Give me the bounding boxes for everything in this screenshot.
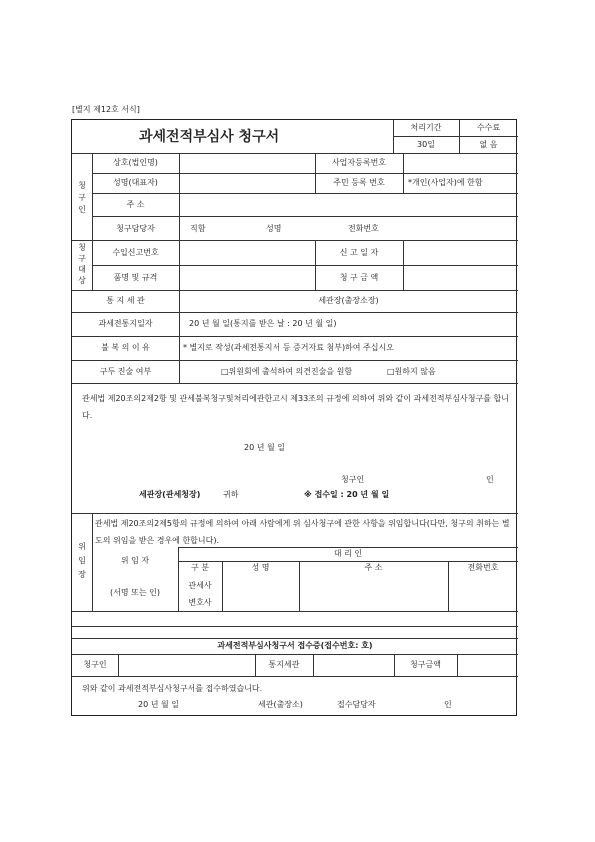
statement-claimant-label: 청구인: [341, 475, 365, 484]
addressee: 세관장(관세청장): [139, 490, 201, 499]
business-reg-label: 사업자등록번호: [331, 158, 387, 167]
receipt-confirm-text: 위와 같이 과세전적부심사청구서를 접수하였습니다.: [82, 684, 263, 693]
processing-period-label: 처리기간: [410, 123, 442, 132]
import-report-no-field[interactable]: [183, 244, 311, 261]
receipt-amount-label: 청구금액: [410, 660, 441, 669]
statement-seal-mark: 인: [486, 475, 494, 484]
claim-target-group-label: 청 구 대 상: [78, 243, 86, 285]
processing-period-value: 30일: [417, 140, 435, 149]
objection-reason-label: 불 복 의 이 유: [101, 343, 150, 352]
company-name-label: 상호(법인명): [113, 158, 158, 167]
objection-reason-value: * 별지로 작성(과세전통지서 등 증거자료 첨부)하여 주십시오: [183, 343, 394, 352]
col-name: 성 명: [251, 563, 270, 572]
report-date-field[interactable]: [407, 244, 515, 261]
business-reg-field[interactable]: [407, 157, 515, 171]
agent-header: 대 리 인: [333, 549, 363, 558]
review-request-form: [71, 119, 517, 716]
attachment-label: [별지 제12호 서식]: [72, 105, 140, 114]
person-name-label: 성명: [266, 224, 282, 233]
oral-option-no[interactable]: □원하지 않음: [387, 367, 436, 376]
phone-label: 전화번호: [348, 224, 379, 233]
report-date-label: 신 고 일 자: [339, 248, 379, 257]
type-option-customs-broker[interactable]: 관세사: [188, 581, 212, 590]
statement-text: 관세법 제20조의2제2항 및 관세불복청구및처리에관한고시 제33조의 규정에 의하여 위와 같이 과세전적부심사청구를 합니다.: [82, 394, 509, 420]
address-label: 주 소: [126, 200, 145, 209]
item-spec-label: 품명 및 규격: [113, 273, 158, 282]
receipt-seal-mark: 인: [444, 700, 452, 709]
form-title: 과세전적부심사 청구서: [139, 129, 280, 145]
person-in-charge-label: 청구담당자: [116, 224, 155, 233]
company-name-field[interactable]: [183, 157, 311, 171]
receipt-date: ※ 접수일 : 20 년 월 일: [304, 490, 390, 499]
import-report-no-label: 수입신고번호: [112, 248, 159, 257]
receipt-officer-label: 접수담당자: [337, 700, 376, 709]
type-option-lawyer[interactable]: 변호사: [188, 598, 212, 607]
claim-amount-label: 청 구 금 액: [339, 273, 379, 282]
notice-office-value: 세관장(출장소장): [318, 296, 379, 305]
oral-option-yes[interactable]: □위원회에 출석하여 의견진술을 원함: [221, 367, 353, 376]
receipt-date: 20 년 월 일: [138, 700, 179, 709]
position-label: 직함: [190, 224, 206, 233]
notice-date-value: 20 년 월 일(통지를 받은 날 : 20 년 월 일): [189, 319, 337, 328]
signature-note: (서명 또는 인): [110, 588, 160, 597]
statement-date: 20 년 월 일: [244, 443, 285, 452]
addressee-suffix: 귀하: [223, 490, 239, 499]
receipt-title: 과세전적부심사청구서 접수증(접수번호: 호): [217, 641, 373, 650]
representative-name-field[interactable]: [183, 177, 311, 191]
item-spec-field[interactable]: [183, 269, 311, 286]
oral-statement-label: 구두 진술 여부: [99, 367, 152, 376]
delegation-group-label: 위 임 장: [78, 542, 86, 579]
col-phone: 전화번호: [467, 563, 499, 572]
delegator-label: 위 임 자: [120, 556, 150, 565]
resident-no-label: 주민 등록 번호: [333, 178, 385, 187]
receipt-office-signoff: 세관(출장소): [258, 700, 303, 709]
col-type: 구 분: [191, 563, 209, 572]
notice-office-label: 통 지 세 관: [106, 296, 145, 305]
address-field[interactable]: [183, 197, 513, 213]
resident-no-note: *개인(사업자)에 한함: [408, 178, 483, 187]
delegation-text: 관세법 제20조의2제5항의 규정에 의하여 아래 사람에게 위 심사청구에 관한 사항을 위임합니다(다만, 청구의 취하는 별도의 위임을 받은 경우에 한합니다).: [95, 519, 510, 545]
claimant-group-label: 청 구 인: [78, 181, 86, 214]
claim-amount-field[interactable]: [407, 269, 515, 286]
fee-value: 없 음: [479, 140, 498, 149]
notice-date-label: 과세전통지일자: [98, 319, 153, 328]
col-address: 주 소: [364, 563, 383, 572]
representative-name-label: 성명(대표자): [113, 178, 158, 187]
receipt-office-label: 통지세관: [268, 660, 300, 669]
fee-label: 수수료: [476, 123, 501, 132]
receipt-claimant-label: 청구인: [83, 660, 107, 669]
